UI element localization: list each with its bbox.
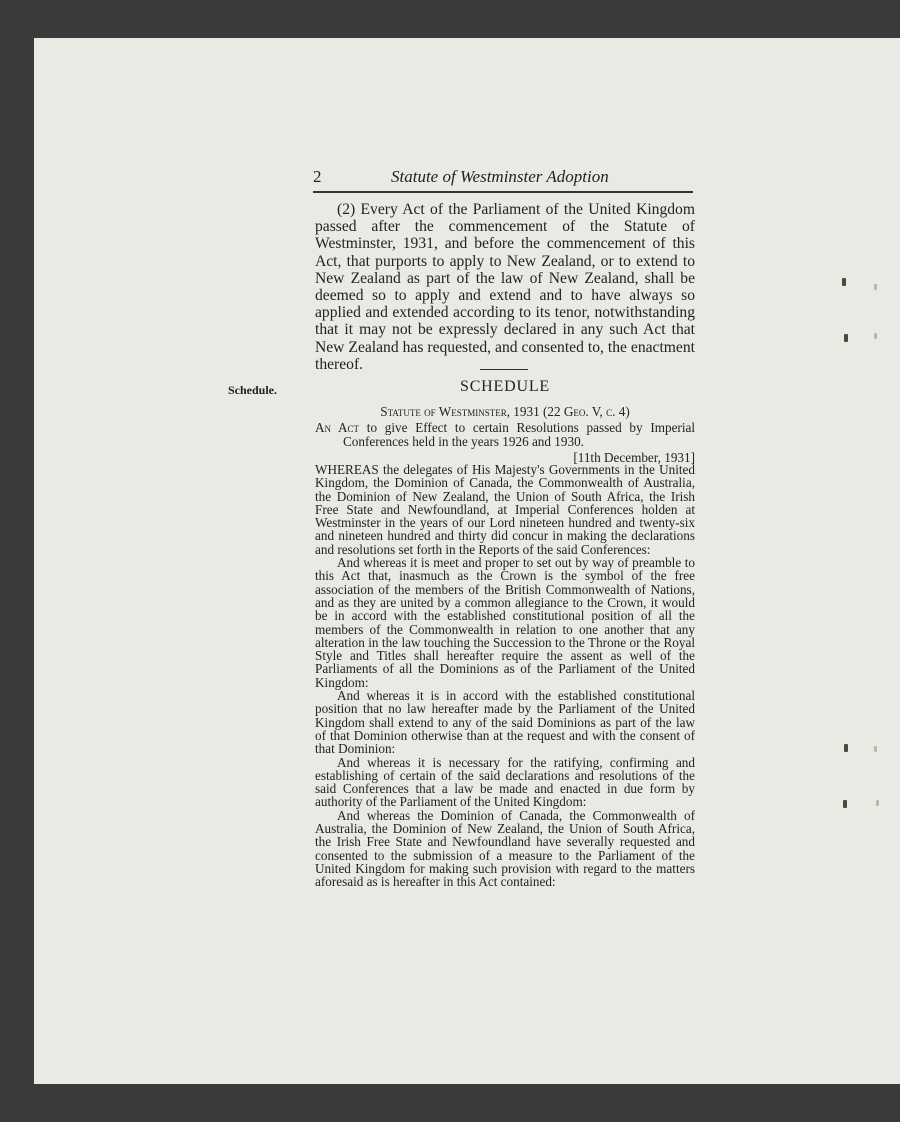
show-through-mark (874, 284, 877, 290)
statute-citation: Statute of Westminster, 1931 (22 Geo. V, c. 4) (380, 404, 630, 419)
preamble-paragraph: And whereas it is necessary for the ratifying, confirming and establishing of certain of the said declarations and resolutions of the said Conferences that a law be made and enacted in due form by authority of the Parliament of the United Kingdom: (315, 754, 695, 810)
running-header (313, 167, 693, 189)
page-number: 2 (313, 167, 322, 186)
show-through-mark (874, 333, 877, 339)
show-through-mark (843, 800, 847, 808)
long-title (315, 421, 695, 449)
show-through-mark (844, 334, 848, 342)
section-2-text: (2) Every Act of the Parliament of the United Kingdom passed after the commencement of the Statute of Westminster, 1931, and before the commencement of this Act, that purports to apply to New Zealand, or to extend to New Zealand as part of the law of New Zealand, shall be deemed so to apply and extend and to have always so applied and extended according to its tenor, notwithstanding that it may not be expressly declared in any such Act that New Zealand has requested, and consented to, the enactment thereof. (315, 201, 695, 373)
long-title-lead: An Act (315, 420, 360, 435)
show-through-mark (844, 744, 848, 752)
section-divider (480, 369, 528, 370)
enactment-date: [11th December, 1931] (573, 450, 695, 465)
preamble-paragraph: And whereas it is meet and proper to set out by way of preamble to this Act that, inasmuch as the Crown is the symbol of the free association of the members of the British Commonwealth of Nations, and as they are united by a common allegiance to the Crown, it would be in accord with the established constitutional position of all the members of the Commonwealth in relation to one another that any alteration in the law touching the Succession to the Throne or the Royal Style and Titles shall hereafter require the assent as well of the Parliaments of all the Dominions as of the Parliament of the United Kingdom: (315, 555, 695, 690)
header-rule (313, 191, 693, 193)
long-title-rest: to give Effect to certain Resolutions passed by Imperial Conferences held in the years 1926 and 1930. (343, 420, 696, 450)
running-title: Statute of Westminster Adoption (391, 167, 609, 186)
preamble-paragraph: And whereas it is in accord with the established constitutional position that no law hereafter made by the Parliament of the United Kingdom shall extend to any of the said Dominions as part of the law of that Dominion otherwise than at the request and with the consent of that Dominion: (315, 688, 695, 757)
preamble (315, 463, 695, 889)
preamble-paragraph: And whereas the Dominion of Canada, the Commonwealth of Australia, the Dominion of New Zealand, the Union of South Africa, the Irish Free State and Newfoundland have severally requested and consented to the submission of a measure to the Parliament of the United Kingdom for making such provision with regard to the matters aforesaid as is hereafter in this Act contained: (315, 807, 695, 890)
schedule-heading: SCHEDULE (460, 378, 550, 395)
show-through-mark (842, 278, 846, 286)
margin-note-schedule: Schedule. (228, 383, 278, 397)
show-through-mark (876, 800, 879, 806)
preamble-paragraph: WHEREAS the delegates of His Majesty's Governments in the United Kingdom, the Dominion of Canada, the Commonwealth of Australia, the Dominion of New Zealand, the Union of South Africa, the Irish Free State and Newfoundland, at Imperial Conferences holden at Westminster in the years of our Lord nineteen hundred and twenty-six and nineteen hundred and thirty did concur in making the declarations and resolutions set forth in the Reports of the said Conferences: (315, 462, 695, 557)
show-through-mark (874, 746, 877, 752)
